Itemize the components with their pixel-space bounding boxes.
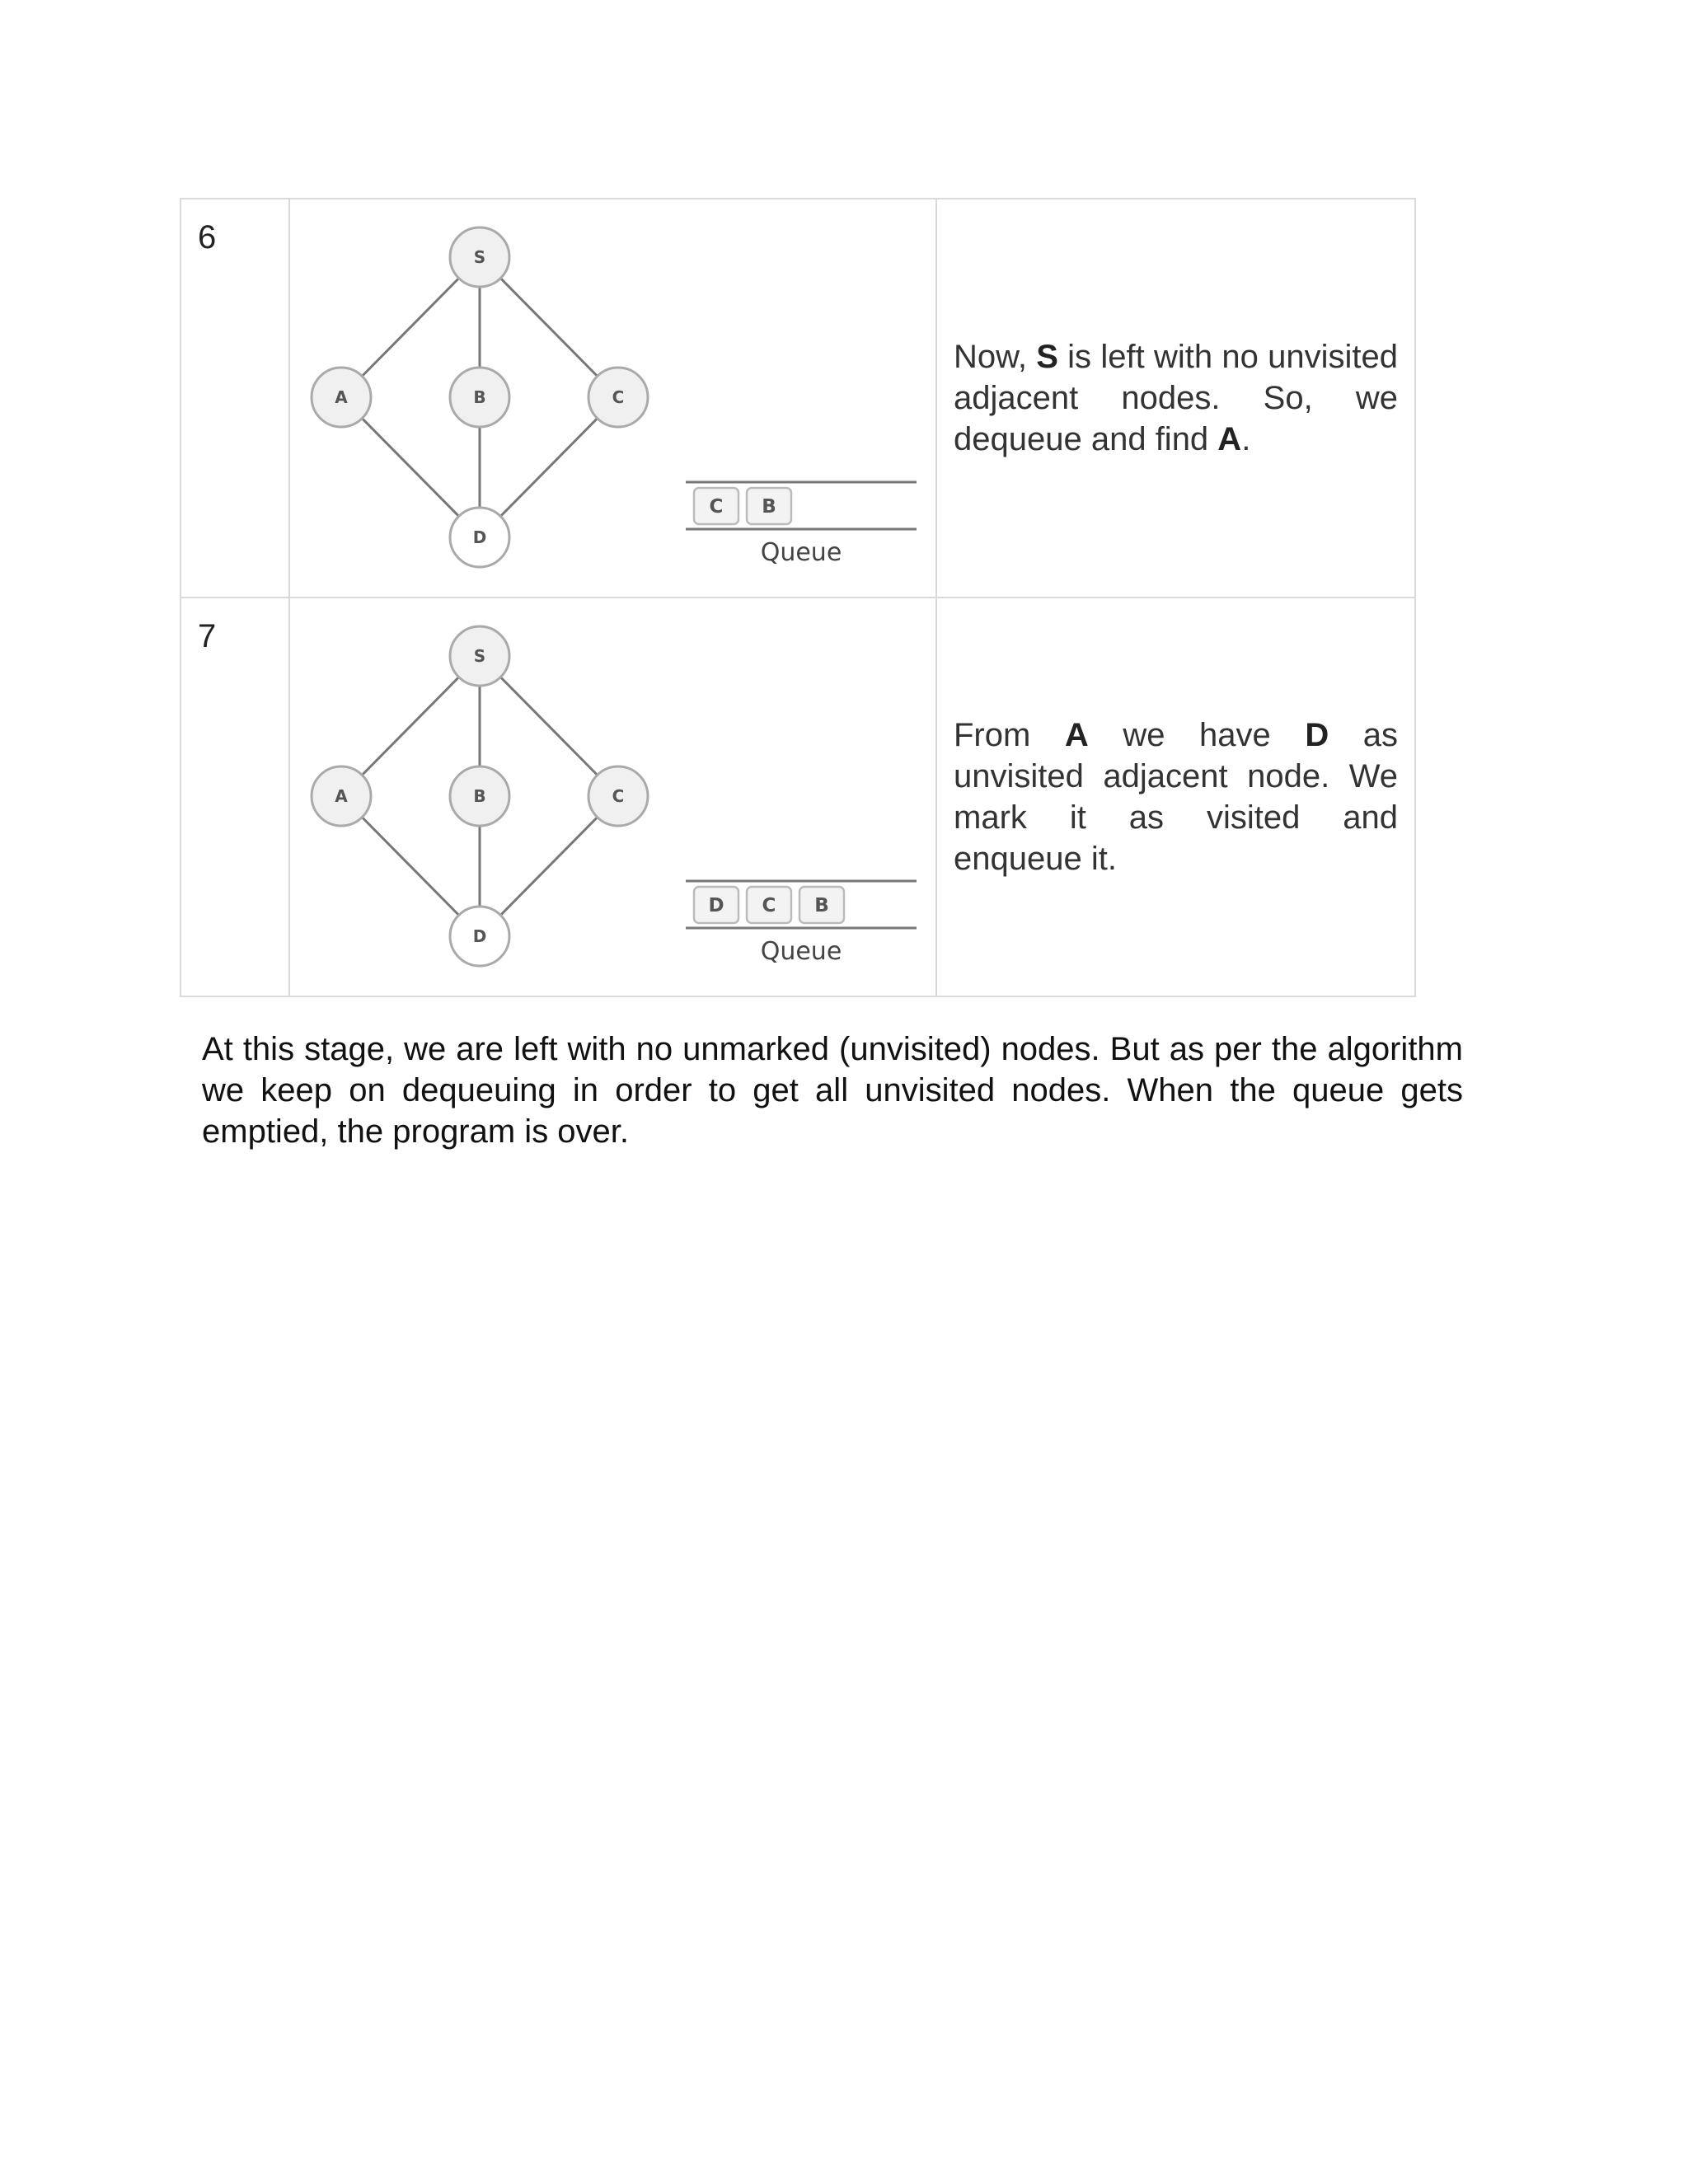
node-label: S: [473, 247, 486, 267]
step-number: 7: [198, 618, 217, 654]
desc-text: .: [1241, 421, 1251, 457]
node-label: D: [472, 926, 487, 946]
desc-bold: D: [1305, 717, 1329, 753]
queue-item-label: B: [814, 895, 829, 916]
node-label: B: [473, 387, 486, 407]
step-number: 6: [198, 219, 217, 255]
graph-node-b: [450, 368, 509, 427]
queue-caption: Queue: [760, 937, 842, 966]
step-description: [937, 715, 1414, 879]
closing-paragraph: At this stage, we are left with no unmarked (unvisited) nodes. But as per the algorithm we keep on dequeuing in order to get all unvisited nodes. When the queue gets emptied, the program is over.: [202, 1031, 1463, 1150]
graph-figure: [290, 598, 937, 994]
graph-node-s: [450, 227, 509, 287]
graph-node-s: [450, 626, 509, 686]
node-label: D: [472, 527, 487, 547]
desc-text: is left with no unvisited adjacent nodes. So, we dequeue and find: [954, 339, 1398, 457]
step-description: [937, 336, 1414, 460]
node-label: C: [612, 786, 625, 806]
graph-node-a: [312, 368, 371, 427]
step-description-cell: [936, 199, 1415, 598]
step-number-cell: [181, 598, 289, 996]
step-description-cell: [936, 598, 1415, 996]
desc-text: Now,: [954, 339, 1037, 375]
graph-node-b: [450, 766, 509, 826]
table-row: [181, 598, 1415, 996]
step-figure-cell: [289, 199, 936, 598]
graph-node-a: [312, 766, 371, 826]
desc-text: as unvisited adjacent node. We mark it as visited and enqueue it.: [954, 717, 1399, 877]
step-figure-cell: [289, 598, 936, 996]
queue-caption: Queue: [760, 538, 842, 567]
table-row: [181, 199, 1415, 598]
step-number-cell: [181, 199, 289, 598]
queue-item-label: D: [708, 895, 724, 916]
queue-item-label: C: [762, 895, 776, 916]
graph-node-c: [588, 368, 648, 427]
queue-figure: [686, 881, 917, 966]
queue-figure: [686, 482, 917, 567]
node-label: A: [335, 786, 348, 806]
desc-text: From: [954, 717, 1065, 753]
desc-text: we have: [1088, 717, 1306, 753]
node-label: S: [473, 646, 486, 666]
desc-bold: A: [1064, 717, 1089, 753]
desc-bold: A: [1217, 421, 1242, 457]
desc-bold: S: [1036, 339, 1058, 375]
node-label: A: [335, 387, 348, 407]
queue-item-label: C: [709, 496, 724, 518]
node-label: B: [473, 786, 486, 806]
node-label: C: [612, 387, 625, 407]
graph-node-d: [450, 508, 509, 567]
graph-node-d: [450, 907, 509, 966]
bfs-steps-table: [180, 198, 1416, 997]
queue-item-label: B: [762, 496, 776, 518]
graph-node-c: [588, 766, 648, 826]
graph-figure: [290, 199, 937, 595]
